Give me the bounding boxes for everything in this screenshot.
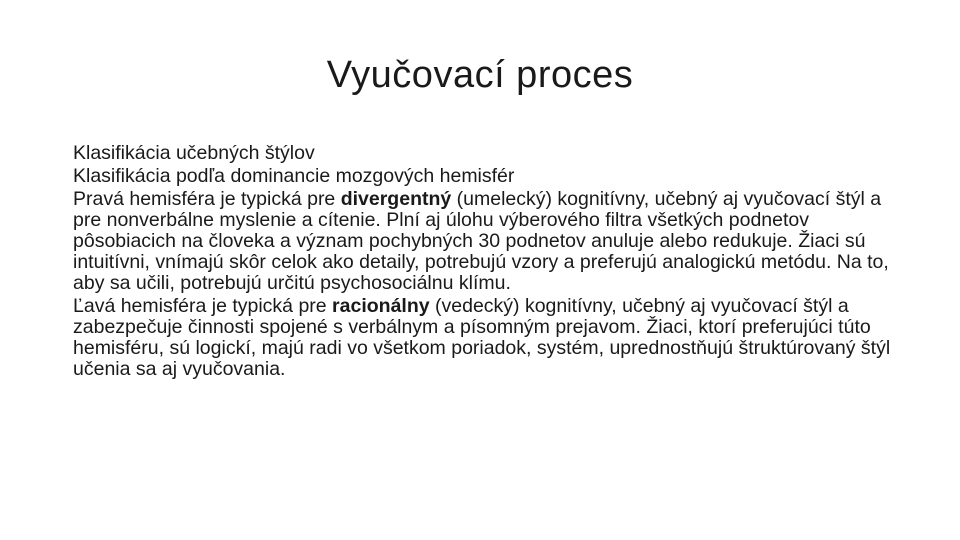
left-hemisphere-keyword: racionálny [332,295,430,317]
slide-body [73,143,903,382]
paragraph-hemisphere-classification: Klasifikácia podľa dominancie mozgových hemisfér [73,165,515,187]
slide-title: Vyučovací proces [326,54,634,96]
left-hemisphere-intro: Ľavá hemisféra je typická pre [73,295,333,317]
paragraph-right-hemisphere [73,189,903,294]
paragraph-learning-styles: Klasifikácia učebných štýlov [73,142,315,164]
left-hemisphere-description: (vedecký) kognitívny, učebný aj vyučovací štýl a zabezpečuje činnosti spojené s verbálnym a písomným prejavom. Žiaci, ktorí preferujúci túto hemisféru, sú logickí, majú radi vo všetkom poriadok, systém, uprednostňujú štruktúrovaný štýl učenia sa aj vyučovania. [73,295,891,380]
right-hemisphere-intro: Pravá hemisféra je typická pre [73,188,341,210]
right-hemisphere-keyword: divergentný [340,188,452,210]
paragraph-left-hemisphere [73,296,903,380]
right-hemisphere-description: (umelecký) kognitívny, učebný aj vyučovací štýl a pre nonverbálne myslenie a cítenie. Plní aj úlohu výberového filtra všetkých podnetov pôsobiacich na človeka a význam pochybných 30 podnetov anuluje alebo redukuje. Žiaci sú intuitívni, vnímajú skôr celok ako detaily, potrebujú vzory a preferujú analogickú metódu. Na to, aby sa učili, potrebujú určitú psychosociálnu klímu. [73,188,889,294]
